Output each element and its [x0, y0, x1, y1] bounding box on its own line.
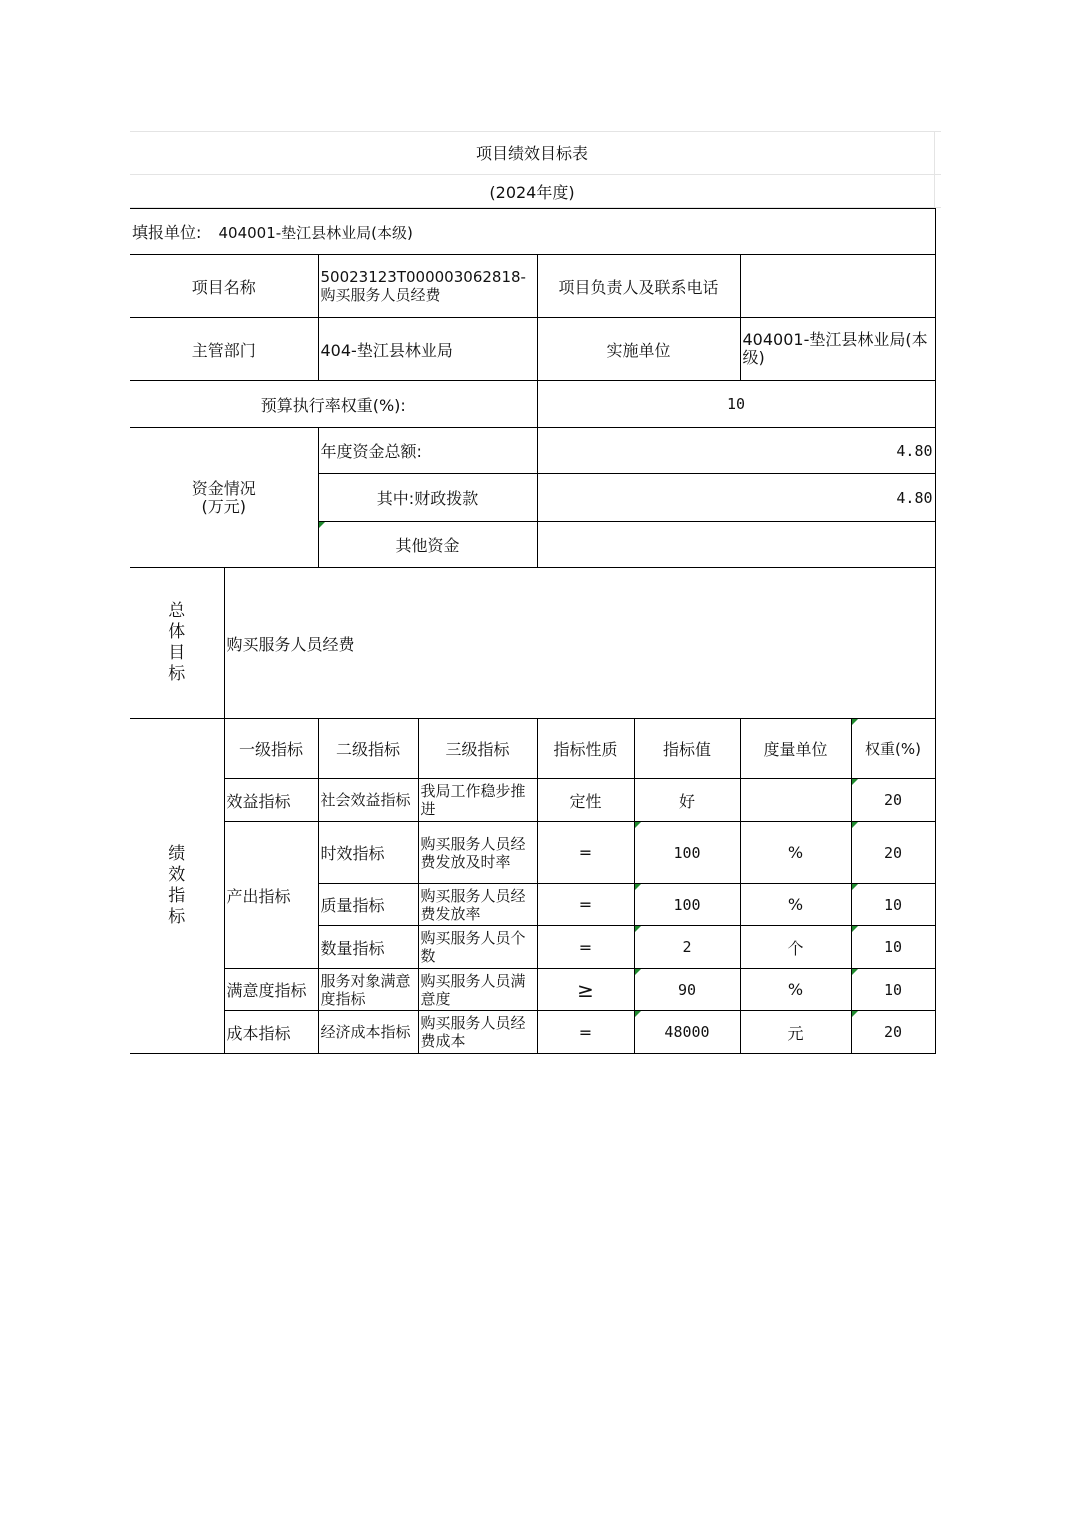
row-unit: 个 — [740, 926, 851, 969]
indicators-label — [130, 719, 224, 1054]
unit-value: 404001-垫江县林业局(本级) — [218, 224, 413, 242]
impl-unit-label: 实施单位 — [537, 318, 740, 381]
unit-cell — [130, 209, 935, 255]
header-level3: 三级指标 — [418, 719, 537, 779]
row-level1: 效益指标 — [224, 779, 318, 822]
funds-label — [130, 428, 318, 568]
dept-value: 404-垫江县林业局 — [318, 318, 537, 381]
header-value: 指标值 — [634, 719, 740, 779]
table-row — [130, 1011, 935, 1054]
table-row — [130, 969, 935, 1011]
budget-weight-value: 10 — [537, 381, 935, 428]
table-row — [130, 779, 935, 822]
funds-total-row — [130, 428, 935, 474]
row-level3: 购买服务人员个数 — [418, 926, 537, 969]
row-value: 48000 — [634, 1011, 740, 1054]
row-level1: 满意度指标 — [224, 969, 318, 1011]
indicators-label-text: 绩效指标 — [168, 844, 186, 927]
row-nature: = — [537, 926, 634, 969]
row-level2: 数量指标 — [318, 926, 418, 969]
goal-value: 购买服务人员经费 — [224, 568, 935, 719]
title-row — [130, 131, 941, 175]
funds-other-value — [537, 522, 935, 568]
row-weight: 20 — [851, 822, 935, 884]
row-unit: % — [740, 822, 851, 884]
row-unit: % — [740, 969, 851, 1011]
project-name-value: 50023123T000003062818-购买服务人员经费 — [318, 255, 537, 318]
row-level2: 服务对象满意度指标 — [318, 969, 418, 1011]
dept-label: 主管部门 — [130, 318, 318, 381]
funds-other-label: 其他资金 — [318, 522, 537, 568]
header-level2: 二级指标 — [318, 719, 418, 779]
goal-label — [130, 568, 224, 719]
row-unit: 元 — [740, 1011, 851, 1054]
performance-target-table — [130, 208, 936, 1054]
row-value: 100 — [634, 884, 740, 926]
header-unit: 度量单位 — [740, 719, 851, 779]
row-value: 好 — [634, 779, 740, 822]
row-value: 90 — [634, 969, 740, 1011]
unit-label: 填报单位: — [132, 223, 202, 242]
row-nature: = — [537, 1011, 634, 1054]
page-title: 项目绩效目标表 — [475, 144, 588, 163]
row-nature: 定性 — [537, 779, 634, 822]
table-row — [130, 822, 935, 884]
row-weight: 10 — [851, 884, 935, 926]
row-nature: ≥ — [537, 969, 634, 1011]
funds-label-text: 资金情况(万元) — [191, 478, 256, 516]
row-level1: 产出指标 — [224, 822, 318, 969]
row-unit: % — [740, 884, 851, 926]
funds-total-value: 4.80 — [537, 428, 935, 474]
row-nature: = — [537, 822, 634, 884]
project-owner-label: 项目负责人及联系电话 — [537, 255, 740, 318]
budget-weight-row — [130, 381, 935, 428]
row-level3: 购买服务人员满意度 — [418, 969, 537, 1011]
row-level1: 成本指标 — [224, 1011, 318, 1054]
row-level2: 社会效益指标 — [318, 779, 418, 822]
fiscal-year: (2024年度) — [489, 183, 575, 202]
header-nature: 指标性质 — [537, 719, 634, 779]
row-value: 2 — [634, 926, 740, 969]
department-row — [130, 318, 935, 381]
row-level2: 时效指标 — [318, 822, 418, 884]
goal-row — [130, 568, 935, 719]
row-level3: 购买服务人员经费发放率 — [418, 884, 537, 926]
year-row — [130, 175, 941, 208]
row-weight: 10 — [851, 926, 935, 969]
row-level3: 我局工作稳步推进 — [418, 779, 537, 822]
row-level2: 质量指标 — [318, 884, 418, 926]
row-nature: = — [537, 884, 634, 926]
row-level3: 购买服务人员经费成本 — [418, 1011, 537, 1054]
goal-label-text: 总体目标 — [168, 601, 186, 684]
row-level2: 经济成本指标 — [318, 1011, 418, 1054]
indicator-header-row — [130, 719, 935, 779]
impl-unit-value: 404001-垫江县林业局(本级) — [740, 318, 935, 381]
project-name-row — [130, 255, 935, 318]
row-weight: 10 — [851, 969, 935, 1011]
header-level1: 一级指标 — [224, 719, 318, 779]
row-weight: 20 — [851, 779, 935, 822]
budget-weight-label: 预算执行率权重(%): — [130, 381, 537, 428]
row-unit — [740, 779, 851, 822]
project-name-label: 项目名称 — [130, 255, 318, 318]
row-value: 100 — [634, 822, 740, 884]
row-weight: 20 — [851, 1011, 935, 1054]
header-weight: 权重(%) — [851, 719, 935, 779]
funds-total-label: 年度资金总额: — [318, 428, 537, 474]
funds-fiscal-value: 4.80 — [537, 474, 935, 522]
project-owner-value — [740, 255, 935, 318]
unit-row — [130, 209, 935, 255]
funds-fiscal-label: 其中:财政拨款 — [318, 474, 537, 522]
row-level3: 购买服务人员经费发放及时率 — [418, 822, 537, 884]
